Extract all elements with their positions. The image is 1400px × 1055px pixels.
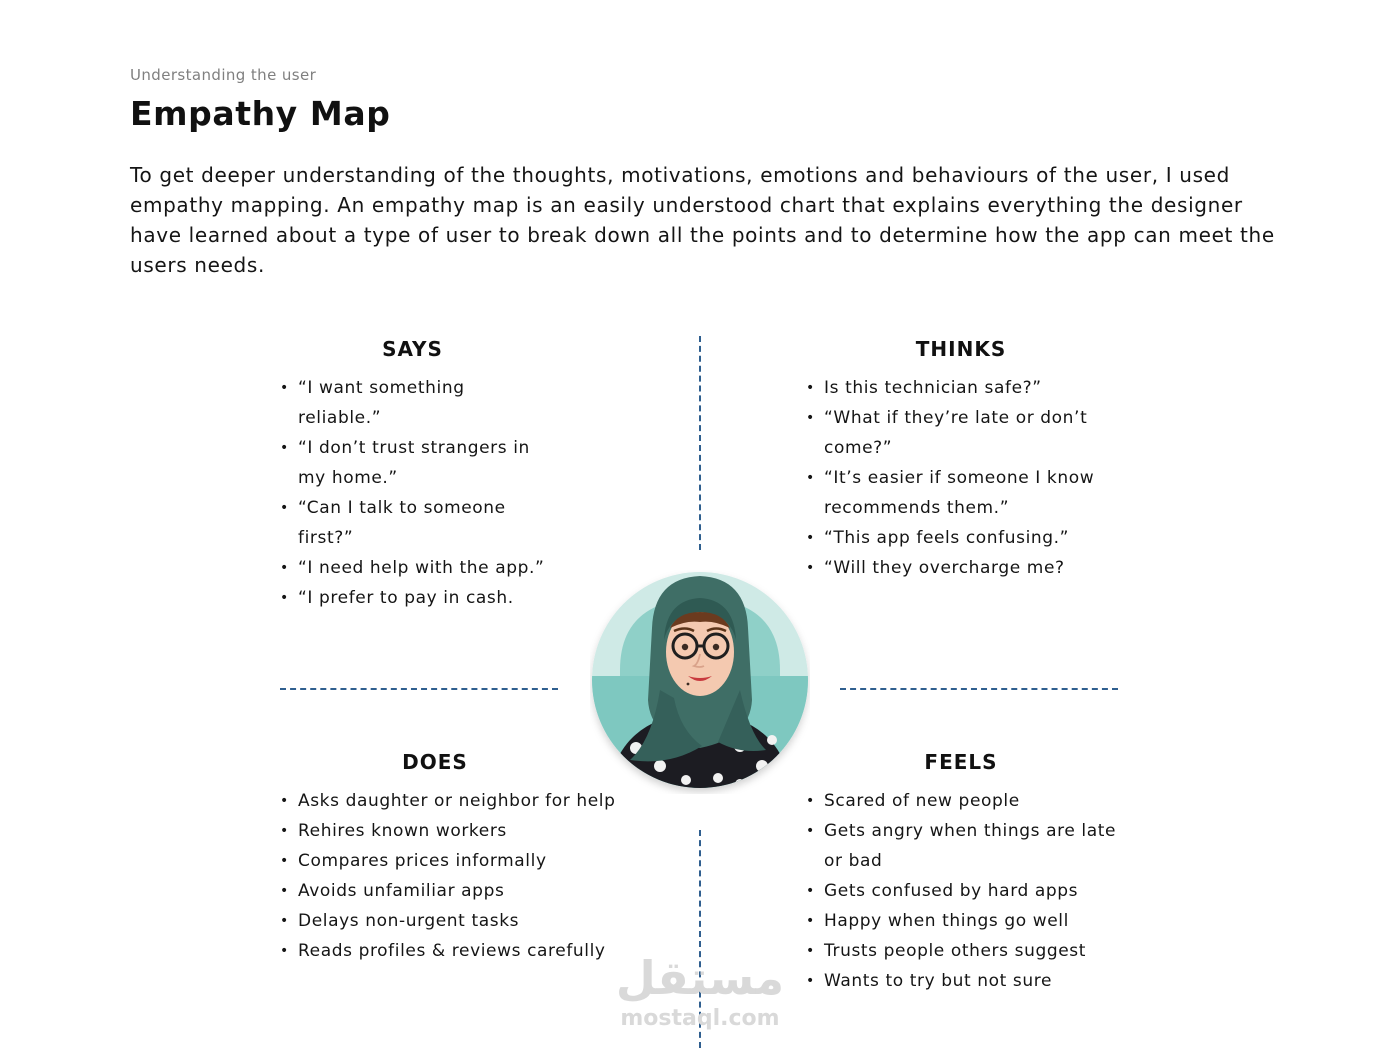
list-item: • “It’s easier if someone I know recommends them.” [806, 463, 1116, 523]
list-item: • Happy when things go well [806, 906, 1136, 936]
list-item: • Gets confused by hard apps [806, 876, 1136, 906]
page-title: Empathy Map [130, 94, 391, 133]
quadrant-list [806, 786, 1136, 996]
user-avatar [590, 570, 810, 794]
watermark-arabic: مستقل [615, 951, 785, 1005]
list-item: • Avoids unfamiliar apps [280, 876, 640, 906]
divider-top [699, 336, 701, 550]
quadrant-list [280, 786, 640, 966]
quadrant-says [280, 335, 545, 613]
quadrant-list [806, 373, 1116, 583]
quadrant-title: DOES [402, 750, 468, 774]
quadrant-title: FEELS [924, 750, 998, 774]
quadrant-title: SAYS [382, 337, 443, 361]
list-item: • “Will they overcharge me? [806, 553, 1116, 583]
watermark-latin: mostaql.com [620, 1006, 780, 1031]
list-item: • Reads profiles & reviews carefully [280, 936, 640, 966]
list-item: • “I don’t trust strangers in my home.” [280, 433, 545, 493]
list-item: • Delays non-urgent tasks [280, 906, 640, 936]
list-item: • “I prefer to pay in cash. [280, 583, 545, 613]
list-item: • Is this technician safe?” [806, 373, 1116, 403]
watermark [612, 948, 788, 1030]
list-item: • “What if they’re late or don’t come?” [806, 403, 1116, 463]
intro-paragraph: To get deeper understanding of the thoughts, motivations, emotions and behaviours of the user, I used empathy mapping. An empathy map is an easily understood chart that explains everything the designer have learned about a type of user to break down all the points and to determine how the app can meet the users needs. [130, 163, 1275, 277]
divider-left [280, 688, 558, 690]
divider-right [840, 688, 1118, 690]
list-item: • “This app feels confusing.” [806, 523, 1116, 553]
list-item: • Gets angry when things are late or bad [806, 816, 1136, 876]
section-eyebrow: Understanding the user [130, 66, 317, 84]
list-item: • Asks daughter or neighbor for help [280, 786, 640, 816]
quadrant-title: THINKS [915, 337, 1007, 361]
list-item: • Compares prices informally [280, 846, 640, 876]
woman-hijab-avatar-icon [590, 570, 810, 794]
list-item: • Scared of new people [806, 786, 1136, 816]
list-item: • “I need help with the app.” [280, 553, 545, 583]
quadrant-thinks [806, 335, 1116, 583]
list-item: • “Can I talk to someone first?” [280, 493, 545, 553]
quadrant-does [280, 748, 640, 966]
list-item: • Rehires known workers [280, 816, 640, 846]
quadrant-feels [806, 748, 1136, 996]
list-item: • “I want something reliable.” [280, 373, 545, 433]
list-item: • Trusts people others suggest [806, 936, 1136, 966]
list-item: • Wants to try but not sure [806, 966, 1136, 996]
quadrant-list [280, 373, 545, 613]
